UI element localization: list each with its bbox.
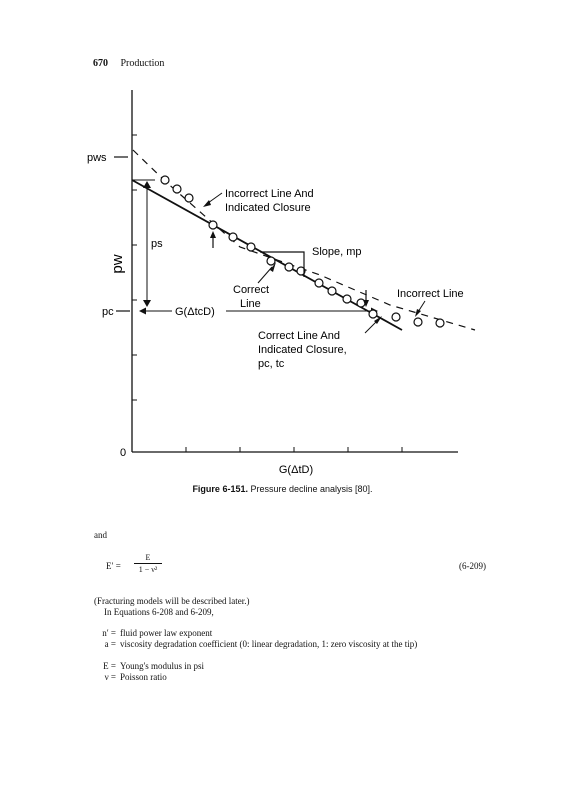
figure-label: Figure 6-151.: [192, 484, 248, 494]
annot-correct-line-2: Line: [240, 298, 261, 310]
figure-caption: [0, 484, 565, 494]
equation-number: (6-209): [459, 561, 486, 571]
definition-text: Young's modulus in psi: [120, 661, 204, 671]
x-axis-ticks: [186, 447, 402, 452]
definition-text: viscosity degradation coefficient (0: linear degradation, 1: zero viscosity at the tip): [120, 639, 418, 649]
pws-label: pws: [87, 152, 107, 164]
annot-correct-line-1: Correct: [233, 284, 270, 296]
definition-symbol: ν =: [104, 672, 116, 682]
y-axis-ticks: [132, 135, 137, 400]
figure-caption-text: Pressure decline analysis [80].: [250, 484, 373, 494]
x-axis-label: G(ΔtD): [278, 464, 314, 476]
g-tcd-label: G(ΔtcD): [175, 306, 215, 318]
definition-text: Poisson ratio: [120, 672, 167, 682]
definition-symbol: a =: [104, 639, 116, 649]
equation-lhs: E′ =: [106, 561, 121, 571]
annot-slope: Slope, mp: [312, 246, 362, 258]
origin-label: 0: [120, 447, 127, 459]
paragraph-2: In Equations 6-208 and 6-209,: [104, 607, 214, 617]
equation-6-209: [106, 553, 486, 583]
definition-text: fluid power law exponent: [120, 628, 213, 638]
and-text: and: [94, 530, 107, 540]
annot-incorrect-closure-2: Indicated Closure: [225, 202, 311, 214]
annot-correct-closure-1: Correct Line And: [258, 330, 340, 342]
paragraph-1: (Fracturing models will be described later.): [94, 596, 250, 606]
equation-fraction: [134, 553, 162, 574]
ps-label: ps: [151, 238, 163, 250]
y-axis-label: pw: [109, 254, 126, 274]
annot-incorrect-line: Incorrect Line: [397, 288, 464, 300]
annot-incorrect-closure-1: Incorrect Line And: [225, 188, 314, 200]
page-number: 670: [93, 58, 108, 69]
section-title: Production: [120, 58, 165, 69]
equation-numerator: E: [134, 553, 162, 564]
annot-correct-closure-3: pc, tc: [258, 358, 285, 370]
pc-label: pc: [102, 306, 114, 318]
definition-symbol: n′ =: [102, 628, 116, 638]
equation-denominator: 1 − ν²: [138, 565, 158, 574]
annot-correct-closure-2: Indicated Closure,: [258, 344, 347, 356]
definition-symbol: E =: [103, 661, 116, 671]
